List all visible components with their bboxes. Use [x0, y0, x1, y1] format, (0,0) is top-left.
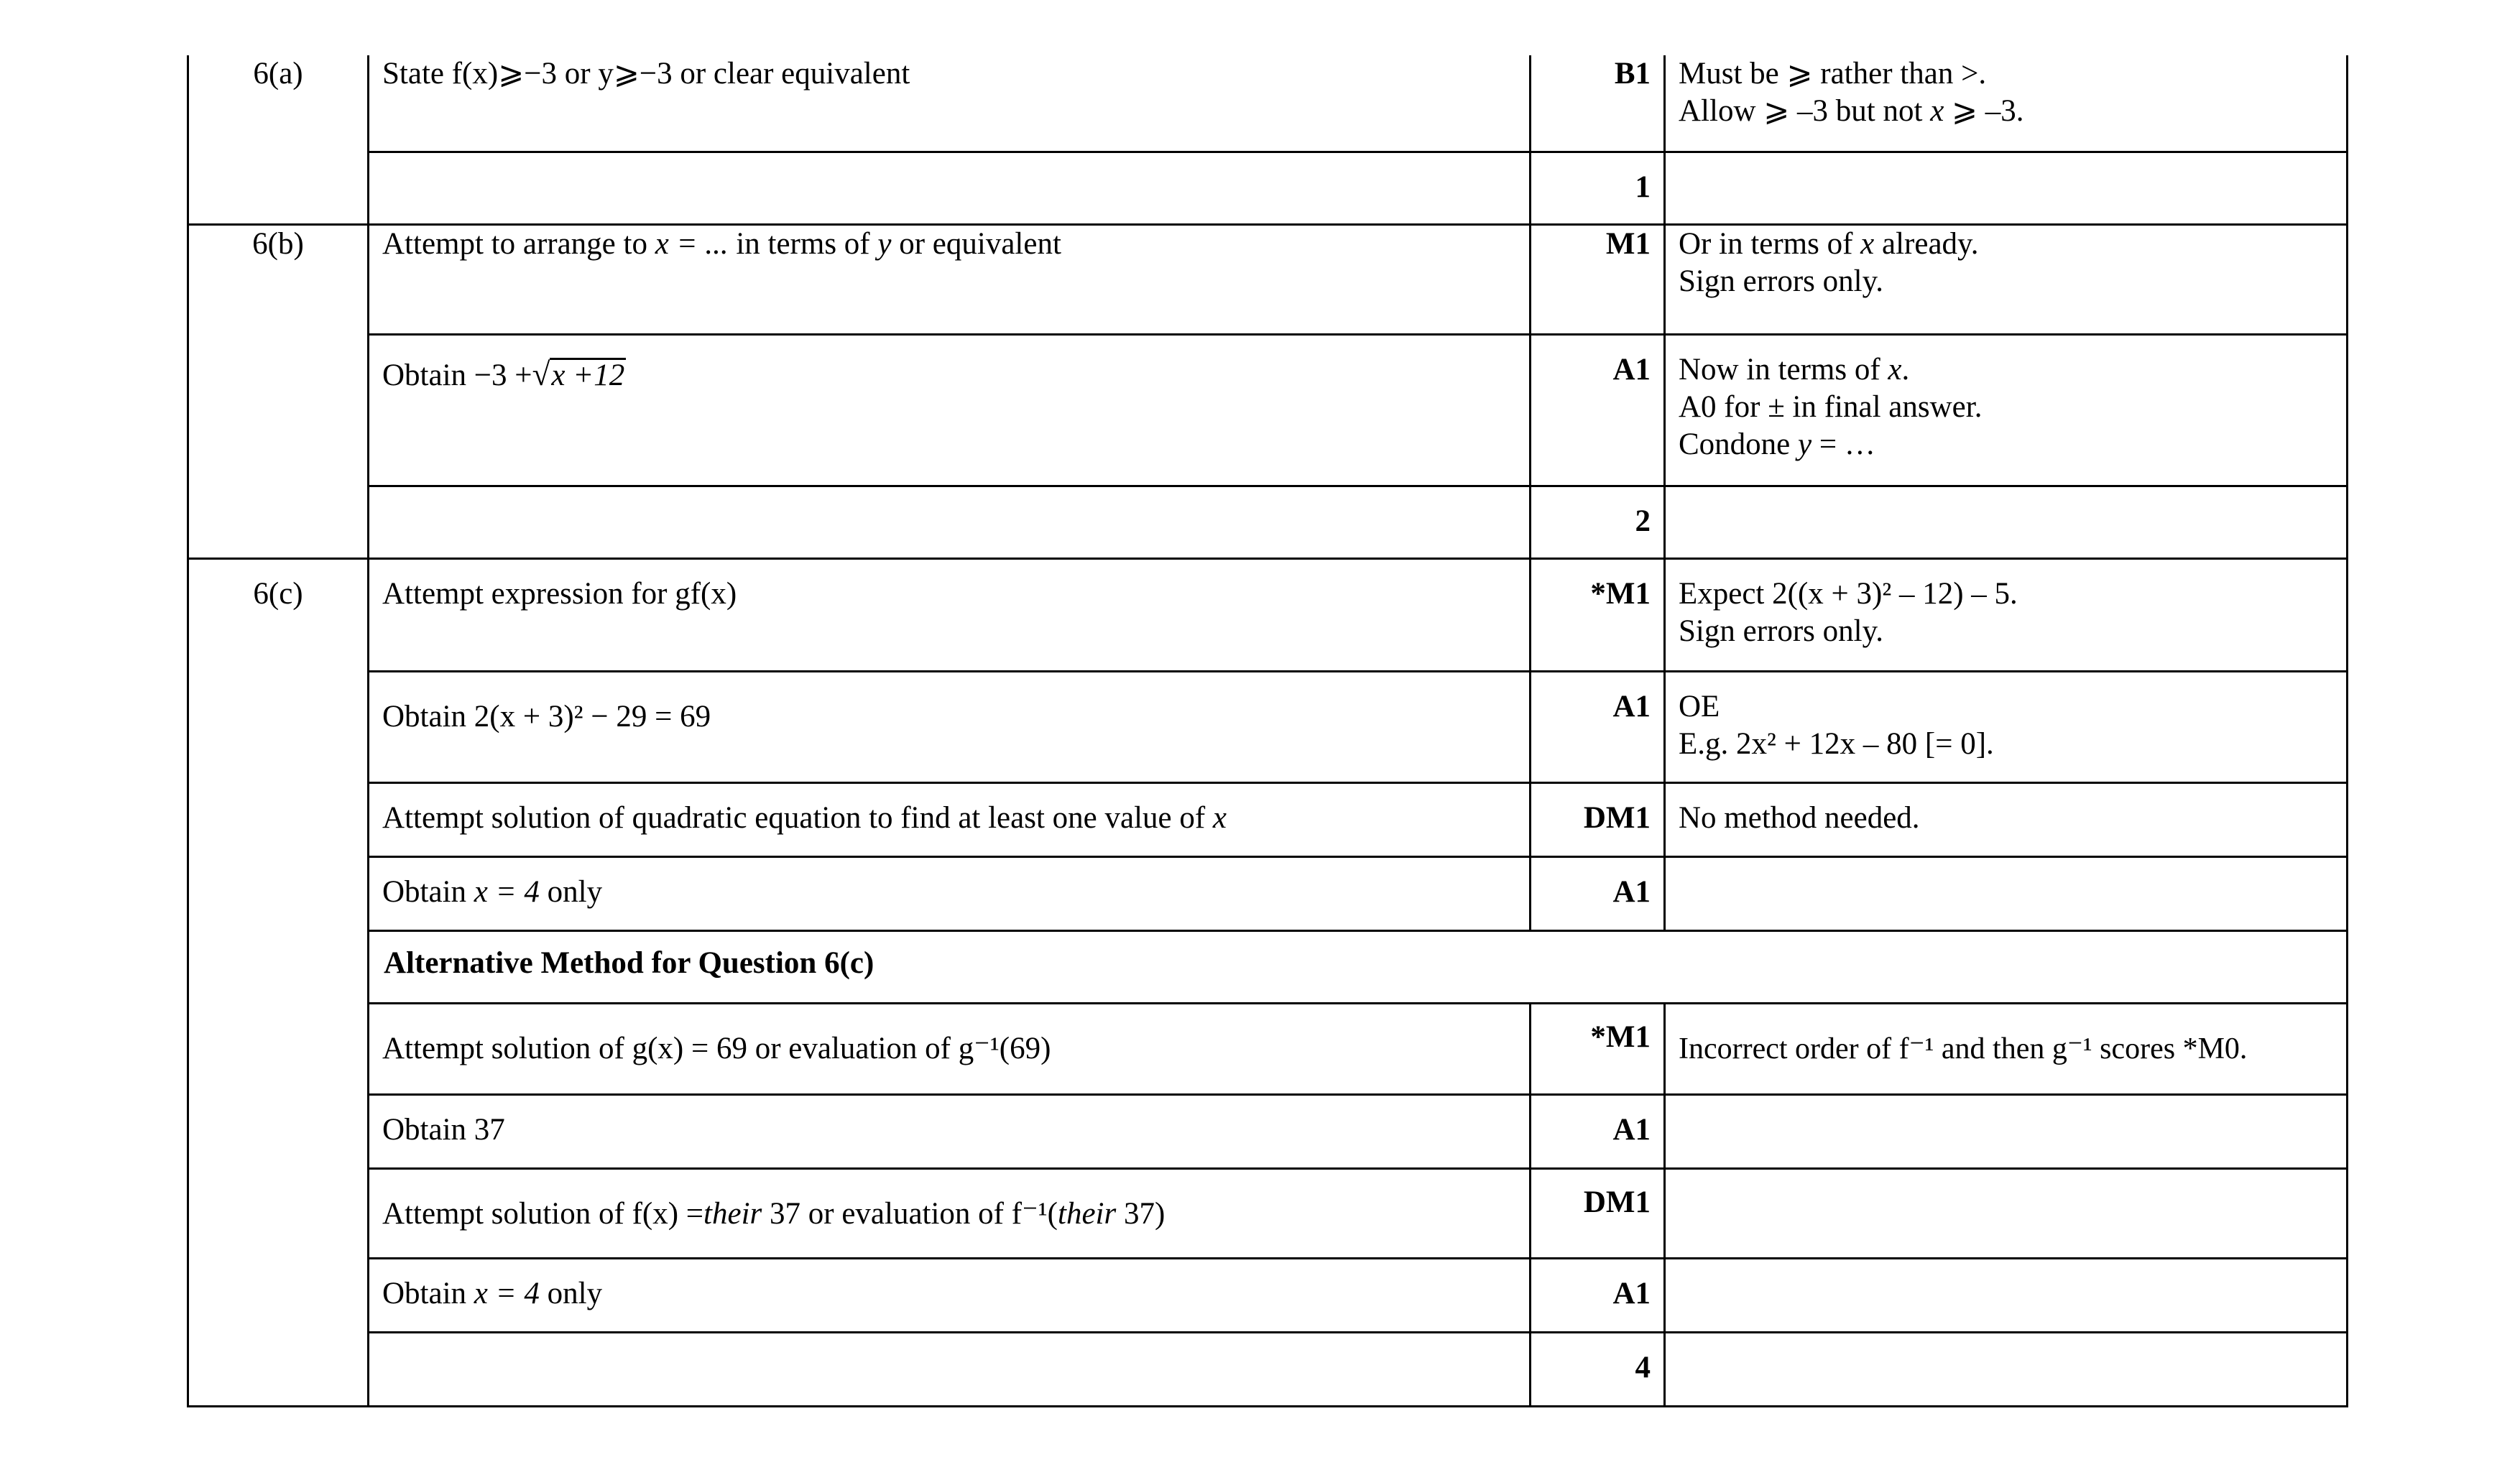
mark-cell [1531, 1094, 1665, 1168]
guidance-line: E.g. 2x² + 12x – 80 [= 0]. [1679, 726, 1994, 761]
answer-text: Attempt solution of f(x) =their 37 or evaluation of f⁻¹(their 37) [382, 1196, 1166, 1231]
guidance-line: Must be ⩾ rather than >. [1679, 57, 1987, 91]
mark-label: B1 [1614, 57, 1651, 91]
answer-cell [369, 1003, 1531, 1094]
answer-cell [369, 1168, 1531, 1258]
guidance-line: A0 for ± in final answer. [1679, 389, 1983, 424]
question-number: 6(c) [253, 576, 303, 611]
table-row [188, 486, 2348, 558]
table-row [188, 1258, 2348, 1332]
answer-text: Attempt solution of g(x) = 69 or evaluation of g⁻¹(69) [382, 1031, 1051, 1065]
answer-text: State f(x)⩾−3 or y⩾−3 or clear equivalent [382, 57, 910, 91]
answer-cell [369, 856, 1531, 930]
guidance-line: No method needed. [1679, 800, 1920, 835]
mark-label: DM1 [1583, 1185, 1651, 1219]
answer-text: Attempt expression for gf(x) [382, 576, 737, 611]
guidance-line: Sign errors only. [1679, 614, 1884, 648]
guidance-cell [1665, 152, 2348, 224]
guidance-line: Sign errors only. [1679, 264, 1884, 298]
total-mark: 1 [1635, 170, 1651, 204]
question-number-cell [188, 224, 369, 558]
mark-scheme-table [187, 55, 2348, 1407]
guidance-cell [1665, 1168, 2348, 1258]
total-mark: 4 [1635, 1350, 1651, 1384]
answer-cell [369, 671, 1531, 782]
answer-text: Obtain x = 4 only [382, 1276, 603, 1310]
table-row [188, 152, 2348, 224]
mark-label: *M1 [1590, 576, 1651, 611]
answer-cell [369, 1258, 1531, 1332]
mark-label: A1 [1612, 689, 1651, 723]
guidance-cell [1665, 1332, 2348, 1406]
mark-cell [1531, 55, 1665, 152]
table-row [188, 782, 2348, 856]
mark-cell [1531, 1258, 1665, 1332]
mark-cell [1531, 782, 1665, 856]
guidance-line: Incorrect order of f⁻¹ and then g⁻¹ scores *M0. [1679, 1032, 2248, 1065]
answer-cell [369, 558, 1531, 671]
answer-text: Obtain −3 +√x +12 [382, 356, 625, 392]
total-mark: 2 [1635, 504, 1651, 538]
answer-cell [369, 224, 1531, 334]
table-row [188, 1003, 2348, 1094]
guidance-line: Condone y = … [1679, 427, 1875, 461]
answer-text: Attempt solution of quadratic equation to find at least one value of x [382, 800, 1227, 835]
mark-cell [1531, 334, 1665, 486]
table-row [188, 334, 2348, 486]
guidance-line: Expect 2((x + 3)² – 12) – 5. [1679, 576, 2018, 611]
guidance-cell [1665, 671, 2348, 782]
guidance-line: Allow ⩾ –3 but not x ⩾ –3. [1679, 94, 2024, 128]
guidance-cell [1665, 782, 2348, 856]
question-number: 6(b) [252, 226, 304, 261]
mark-label: A1 [1612, 1112, 1651, 1147]
total-mark-cell [1531, 152, 1665, 224]
guidance-cell [1665, 486, 2348, 558]
alternative-method-heading-cell [369, 930, 2348, 1003]
answer-cell [369, 334, 1531, 486]
table-row [188, 671, 2348, 782]
guidance-line: OE [1679, 689, 1720, 723]
question-number-cell [188, 55, 369, 224]
mark-label: A1 [1612, 874, 1651, 909]
mark-cell [1531, 856, 1665, 930]
answer-cell [369, 55, 1531, 152]
mark-label: DM1 [1583, 800, 1651, 835]
mark-label: M1 [1605, 226, 1651, 261]
question-number-cell [188, 558, 369, 1406]
guidance-cell [1665, 334, 2348, 486]
answer-cell [369, 486, 1531, 558]
mark-label: *M1 [1590, 1019, 1651, 1054]
table-row [188, 224, 2348, 334]
table-row [188, 1094, 2348, 1168]
table-row [188, 930, 2348, 1003]
table-row [188, 856, 2348, 930]
table-row [188, 1332, 2348, 1406]
mark-cell [1531, 1168, 1665, 1258]
guidance-cell [1665, 224, 2348, 334]
answer-text: Obtain x = 4 only [382, 874, 603, 909]
answer-cell [369, 782, 1531, 856]
guidance-cell [1665, 1003, 2348, 1094]
answer-cell [369, 1332, 1531, 1406]
mark-label: A1 [1612, 1276, 1651, 1310]
guidance-cell [1665, 558, 2348, 671]
alternative-method-heading: Alternative Method for Question 6(c) [384, 945, 874, 980]
answer-cell [369, 1094, 1531, 1168]
table-row [188, 1168, 2348, 1258]
answer-text: Attempt to arrange to x = ... in terms of y or equivalent [382, 226, 1061, 261]
mark-cell [1531, 1003, 1665, 1094]
guidance-line: Now in terms of x. [1679, 352, 1910, 387]
guidance-cell [1665, 856, 2348, 930]
question-number: 6(a) [253, 57, 303, 91]
mark-cell [1531, 671, 1665, 782]
mark-label: A1 [1612, 352, 1651, 387]
table-row [188, 55, 2348, 152]
guidance-cell [1665, 1094, 2348, 1168]
total-mark-cell [1531, 1332, 1665, 1406]
mark-cell [1531, 224, 1665, 334]
guidance-cell [1665, 1258, 2348, 1332]
guidance-line: Or in terms of x already. [1679, 226, 1979, 261]
table-row [188, 558, 2348, 671]
mark-cell [1531, 558, 1665, 671]
answer-text: Obtain 37 [382, 1112, 505, 1147]
total-mark-cell [1531, 486, 1665, 558]
answer-text: Obtain 2(x + 3)² − 29 = 69 [382, 699, 711, 734]
guidance-cell [1665, 55, 2348, 152]
answer-cell [369, 152, 1531, 224]
